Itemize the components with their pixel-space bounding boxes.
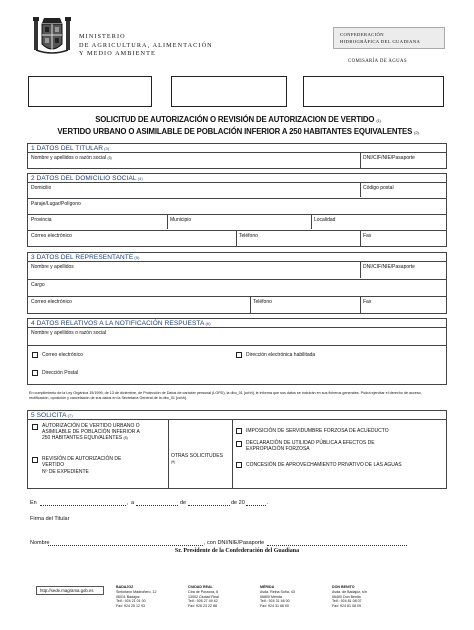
nombre-label: Nombre (30, 540, 50, 546)
titular-name-field[interactable]: Nombre y apellidos o razón social (3) (31, 155, 112, 161)
provincia-field[interactable]: Provincia (31, 217, 52, 223)
codigo-postal-field[interactable]: Código postal (363, 185, 394, 191)
correo-label: Correo electrónico (42, 352, 83, 358)
revision-checkbox[interactable] (32, 457, 38, 463)
addressee: Sr. Presidente de la Confederación del Guadiana (174, 548, 300, 554)
section-solicita (27, 410, 447, 489)
servidumbre-label: IMPOSICIÓN DE SERVIDUMBRE FORZOSA DE ACUEDUCTO (246, 428, 389, 434)
year-input[interactable] (246, 505, 266, 506)
representante-id-field[interactable]: DNI/CIF/NIE/Pasaporte (363, 264, 415, 270)
utilidad-publica-label: DECLARACIÓN DE UTILIDAD PÚBLICA A EFECTOS DE EXPROPIACIÓN FORZOSA (246, 440, 375, 452)
section-titular (27, 143, 447, 169)
place-input[interactable] (40, 505, 126, 506)
registry-stamp-box-middle (171, 76, 287, 107)
section-header: 1 DATOS DEL TITULAR(3) (28, 144, 446, 153)
paraje-field[interactable]: Paraje/Lugar/Polígono (31, 201, 81, 207)
confederation-line: HIDROGRÁFICA DEL GUADIANA (340, 39, 421, 44)
titular-id-field[interactable]: DNI/CIF/NIE/Pasaporte (363, 155, 415, 161)
footer-url-link[interactable]: http://sede.magrama.gob.es (36, 586, 104, 595)
domicilio-field[interactable]: Domicilio (31, 185, 52, 191)
confederation-box (333, 27, 445, 49)
month-input[interactable] (188, 505, 230, 506)
aprovechamiento-checkbox[interactable] (236, 462, 242, 468)
expediente-field[interactable]: Nº DE EXPEDIENTE (42, 469, 89, 475)
fax-field[interactable]: Fax (363, 233, 372, 239)
title-note: (2) (414, 130, 419, 135)
section-header: 2 DATOS DEL DOMICILIO SOCIAL(4) (28, 174, 446, 183)
servidumbre-checkbox[interactable] (236, 428, 242, 434)
title-line2: VERTIDO URBANO O ASIMILABLE DE POBLACIÓN INFERIOR A 250 HABITANTES EQUIVALENTES (57, 127, 413, 136)
dni-input[interactable] (267, 545, 407, 546)
telefono-field[interactable]: Teléfono (239, 233, 258, 239)
autorizacion-label: AUTORIZACIÓN DE VERTIDO URBANO O ASIMILABLE DE POBLACIÓN INFERIOR A 250 HABITANTES EQUIVALENTES (8) (42, 423, 140, 441)
ministry-line: MINISTERIO (79, 33, 126, 40)
notificacion-name-field[interactable]: Nombre y apellidos o razón social (31, 330, 107, 336)
correo-checkbox[interactable] (32, 352, 38, 358)
firma-label: Firma del Titular (30, 516, 70, 522)
aprovechamiento-label: CONCESIÓN DE APROVECHAMIENTO PRIVATIVO DE LAS AGUAS (246, 462, 402, 468)
revision-label: REVISIÓN DE AUTORIZACIÓN DE VERTIDO (42, 456, 122, 468)
form-title (28, 114, 448, 138)
coat-of-arms-icon (32, 14, 72, 58)
office-badajoz: BADAJOZ Sinforiano Madroñero, 12 06011 Badajoz Telf.: 924 21 01 00 Fax: 924 25 12 93 (116, 585, 157, 609)
localidad-field[interactable]: Localidad (314, 217, 336, 223)
direccion-postal-checkbox[interactable] (32, 370, 38, 376)
utilidad-publica-checkbox[interactable] (236, 441, 242, 447)
office-merida: MÉRIDA Avda. Reina Sofía, 43 06800 Mérida Telf.: 924 31 46 00 Fax: 924 31 66 00 (260, 585, 295, 609)
autorizacion-checkbox[interactable] (32, 424, 38, 430)
correo-field[interactable]: Correo electrónico (31, 299, 72, 305)
section-representante (27, 252, 447, 314)
direccion-habilitada-label: Dirección electrónica habilitada (246, 352, 316, 358)
title-line1: SOLICITUD DE AUTORIZACIÓN O REVISIÓN DE AUTORIZACION DE VERTIDO (95, 115, 375, 124)
nombre-input[interactable] (48, 545, 203, 546)
municipio-field[interactable]: Municipio (170, 217, 192, 223)
ministry-line: DE AGRICULTURA, ALIMENTACIÓN (79, 41, 213, 49)
section-domicilio (27, 173, 447, 247)
direccion-habilitada-checkbox[interactable] (236, 352, 242, 358)
privacy-notice: En cumplimiento de la Ley Orgánica 15/1999, de 13 de diciembre, de Protección de Datos de carácter personal (LOPD), la dbo_01 [cchh], le informa que sus datos se incluirán en sus ficheros generales. Podrá ejercitar el derecho de acceso, rectificación, oposición y cancelación de sus datos en la Secretaría General de la dbo_01 [cchh]. (29, 391, 422, 400)
registry-stamp-box-right (303, 76, 444, 107)
cargo-field[interactable]: Cargo (31, 282, 45, 288)
section-header: 4 DATOS RELATIVOS A LA NOTIFICACIÓN RESPUESTA(6) (28, 319, 446, 328)
sign-en-label: En (30, 500, 37, 506)
ministry-block (79, 33, 213, 59)
comisaria-label: COMISARÍA DE AGUAS (348, 59, 407, 64)
correo-field[interactable]: Correo electrónico (31, 233, 72, 239)
telefono-field[interactable]: Teléfono (253, 299, 272, 305)
registry-stamp-box-left (28, 76, 152, 107)
section-header: 3 DATOS DEL REPRESENTANTE(5) (28, 253, 446, 262)
otras-solicitudes-label: OTRAS SOLICITUDES (9) (171, 453, 223, 464)
ministry-line: Y MEDIO AMBIENTE (79, 50, 156, 57)
dni-label: , con DNI/NIE/Pasaporte (204, 540, 265, 546)
direccion-postal-label: Dirección Postal (42, 370, 79, 376)
section-header: 5 SOLICITA(7) (28, 411, 446, 420)
section-notificacion (27, 318, 447, 385)
confederation-line: CONFEDERACIÓN (340, 32, 384, 37)
office-ciudad-real: CIUDAD REAL Ctra de Porzuna, 6 13002 Ciudad Real Telf.: 926 27 49 42 Fax: 926 23 22 88 (188, 585, 219, 609)
representante-name-field[interactable]: Nombre y apellidos (31, 264, 74, 270)
day-input[interactable] (136, 505, 178, 506)
fax-field[interactable]: Fax (363, 299, 372, 305)
office-don-benito: DON BENITO Avda. de Badajoz, s/n 06400 Don Benito Telf.: 924 81 08 07 Fax: 924 81 08 09 (332, 585, 367, 609)
title-note: (1) (376, 118, 381, 123)
